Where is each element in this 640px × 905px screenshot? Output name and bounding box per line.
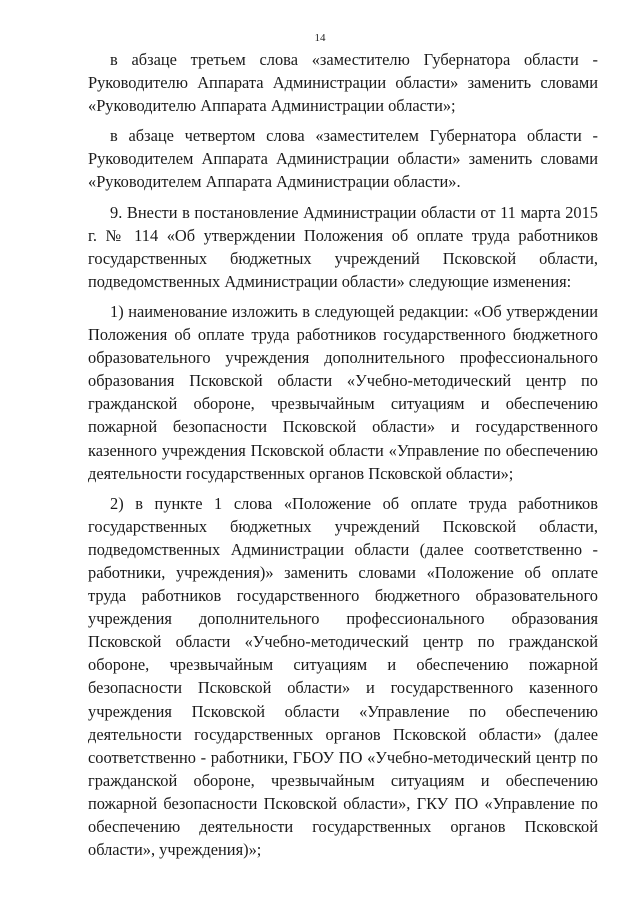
paragraph-subitem-1: 1) наименование изложить в следующей редакции: «Об утверждении Положения об оплате труда работников государственного бюджетного образовательного учреждения дополнительного профессионального образования Псковской области «Учебно-методический центр по гражданской обороне, чрезвычайным ситуациям и обеспечению пожарной безопасности Псковской области» и государственного казенного учреждения Псковской области «Управление по обеспечению деятельности государственных органов Псковской области»; [88, 301, 598, 483]
paragraph-item-9: 9. Внести в постановление Администрации области от 11 марта 2015 г. № 114 «Об утверждении Положения об оплате труда работников государственных бюджетных учреждений Псковской области, подведомственных Администрации области» следующие изменения: [88, 202, 598, 291]
paragraph-subitem-2: 2) в пункте 1 слова «Положение об оплате труда работников государственных бюджетных учреждений Псковской области, подведомственных Администрации области (далее соответственно - работники, учреждения)» заменить словами «Положение об оплате труда работников государственного бюджетного образовательного учреждения дополнительного профессионального образования Псковской области «Учебно-методический центр по гражданской обороне, чрезвычайным ситуациям и обеспечению пожарной безопасности Псковской области» и государственного казенного учреждения Псковской области «Управление по обеспечению деятельности государственных органов Псковской области» (далее соответственно - работники, ГБОУ ПО «Учебно-методический центр по гражданской обороне, чрезвычайным ситуациям и обеспечению пожарной безопасности Псковской области», ГКУ ПО «Управление по обеспечению деятельности государственных органов Псковской области», учреждения)»; [88, 493, 598, 860]
paragraph-amend-fourth-abzac: в абзаце четвертом слова «заместителем Губернатора области - Руководителем Аппарата Администрации области» заменить словами «Руководителем Аппарата Администрации области». [88, 126, 598, 192]
page-number: 14 [314, 32, 326, 44]
paragraph-amend-third-abzac: в абзаце третьем слова «заместителю Губернатора области - Руководителю Аппарата Администрации области» заменить словами «Руководителю Аппарата Администрации области»; [88, 50, 598, 116]
document-body [88, 48, 598, 861]
